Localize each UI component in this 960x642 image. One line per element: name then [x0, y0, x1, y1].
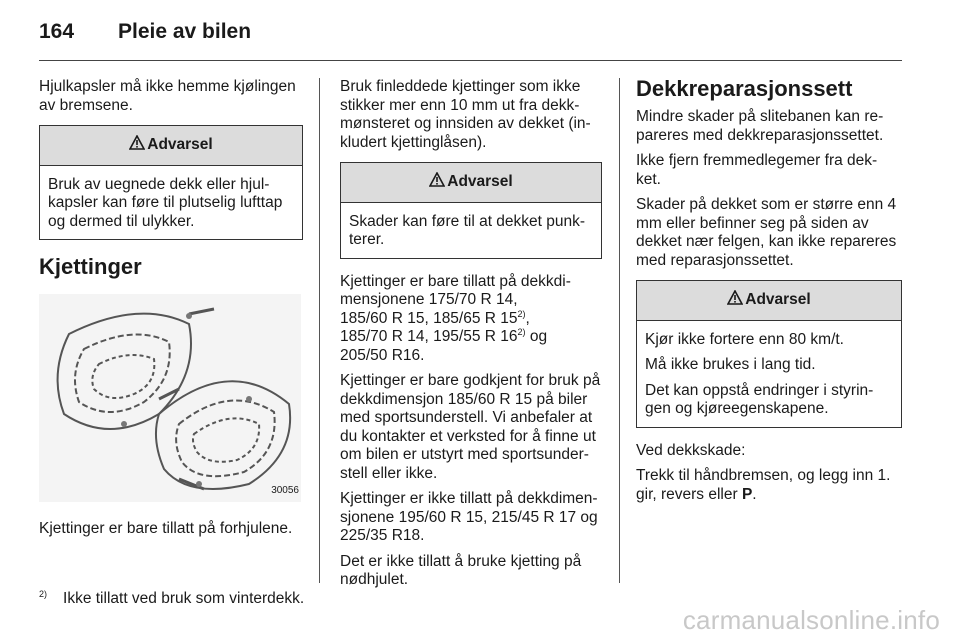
- page-title: Pleie av bilen: [118, 20, 252, 43]
- column-1: [39, 78, 303, 546]
- figure-caption: Kjettinger er bare tillatt på forhjulene.: [39, 520, 293, 537]
- column-divider-1: [319, 78, 320, 583]
- snow-chain-drawing: [39, 294, 301, 502]
- footnote: [39, 590, 304, 608]
- warning-text: Skader kan føre til at dekket punk-terer.: [349, 212, 586, 248]
- dimensions-line-4: 205/50 R16.: [340, 346, 425, 364]
- warning-line: Det kan oppstå endringer i styrin-gen og kjøreegenskapene.: [645, 381, 874, 417]
- warning-header: [40, 126, 302, 166]
- figure-code: 30056: [271, 484, 299, 496]
- repair-kit-paragraph-3: Skader på dekket som er større enn 4 mm eller befinner seg på siden av dekket nær felgen, kan ikke repareres med reparasjonssettet.: [636, 196, 897, 269]
- warning-line: Kjør ikke fortere enn 80 km/t.: [645, 330, 844, 348]
- warning-line: Må ikke brukes i lang tid.: [645, 356, 816, 373]
- repair-kit-paragraph-1: Mindre skader på slitebanen kan re-pareres med dekkreparasjonssettet.: [636, 108, 884, 144]
- warning-title: Advarsel: [745, 291, 811, 308]
- tyre-damage-instruction: [636, 467, 902, 504]
- section-heading-repair-kit: Dekkreparasjonssett: [636, 76, 853, 101]
- sport-chassis-paragraph: Kjettinger er bare godkjent for bruk på dekkdimensjon 185/60 R 15 på biler med sportsunderstell. Vi anbefaler at du kontakter et verksted for å finne ut om bilen er utstyrt med sportsunder-stell eller ikke.: [340, 372, 601, 482]
- warning-title: Advarsel: [447, 173, 513, 190]
- instruction-end: .: [752, 485, 757, 503]
- warning-box-2: [340, 162, 602, 259]
- dimensions-line-2: 185/60 R 15, 185/65 R 15: [340, 309, 518, 327]
- instruction-text: Trekk til håndbremsen, og legg inn 1. gir, revers eller: [636, 467, 891, 503]
- dimensions-line-1: Kjettinger er bare tillatt på dekkdi-mensjonene 175/70 R 14,: [340, 272, 571, 308]
- column-divider-2: [619, 78, 620, 583]
- header-rule: [39, 60, 902, 61]
- warning-body: [341, 203, 601, 258]
- watermark: carmanualsonline.info: [682, 605, 940, 635]
- footnote-ref: 2): [517, 326, 526, 337]
- column-2: [340, 78, 602, 597]
- chain-type-paragraph: Bruk finleddede kjettinger som ikke stikker mer enn 10 mm ut fra dekk-mønsteret og innsiden av dekket (in-kludert kjettinglåsen).: [340, 78, 591, 151]
- allowed-dimensions-paragraph: Kjettinger er bare tillatt på dekkdi-mensjonene 175/70 R 14, 185/60 R 15, 185/65 R 15$^{2)}$, 185/70 R 14, 195/55 R 16$^{2)}$ og 205/50 R16.: [340, 272, 571, 364]
- warning-triangle-icon: [129, 135, 145, 150]
- warning-body: [637, 321, 901, 427]
- page-number: 164: [39, 20, 75, 43]
- repair-kit-paragraph-2: Ikke fjern fremmedlegemer fra dek-ket.: [636, 152, 878, 188]
- column-3: [636, 78, 902, 511]
- footnote-text: Ikke tillatt ved bruk som vinterdekk.: [63, 590, 305, 607]
- footnote-marker: 2): [39, 588, 48, 599]
- warning-triangle-icon: [727, 290, 743, 305]
- wheel-cover-note: Hjulkapsler må ikke hemme kjølingen av bremsene.: [39, 78, 296, 114]
- warning-box-1: [39, 125, 303, 240]
- dimensions-line-3: 185/70 R 14, 195/55 R 16: [340, 328, 518, 345]
- not-allowed-paragraph: Kjettinger er ikke tillatt på dekkdimen-sjonene 195/60 R 15, 215/45 R 17 og 225/35 R18.: [340, 490, 598, 544]
- warning-box-3: [636, 280, 902, 428]
- spare-wheel-paragraph: Det er ikke tillatt å bruke kjetting på nødhjulet.: [340, 552, 582, 588]
- warning-header: [341, 163, 601, 203]
- warning-text: Bruk av uegnede dekk eller hjul-kapsler kan føre til plutselig lufttap og dermed til ulykker.: [48, 175, 283, 230]
- warning-triangle-icon: [429, 172, 445, 187]
- footnote-ref: 2): [517, 308, 526, 319]
- warning-title: Advarsel: [147, 136, 213, 153]
- warning-body: [40, 166, 302, 240]
- section-heading-snow-chains: Kjettinger: [39, 254, 142, 279]
- tyre-damage-label: Ved dekkskade:: [636, 441, 746, 459]
- gear-p-label: P: [741, 485, 753, 503]
- warning-header: [637, 281, 901, 321]
- snow-chains-illustration: [39, 294, 301, 502]
